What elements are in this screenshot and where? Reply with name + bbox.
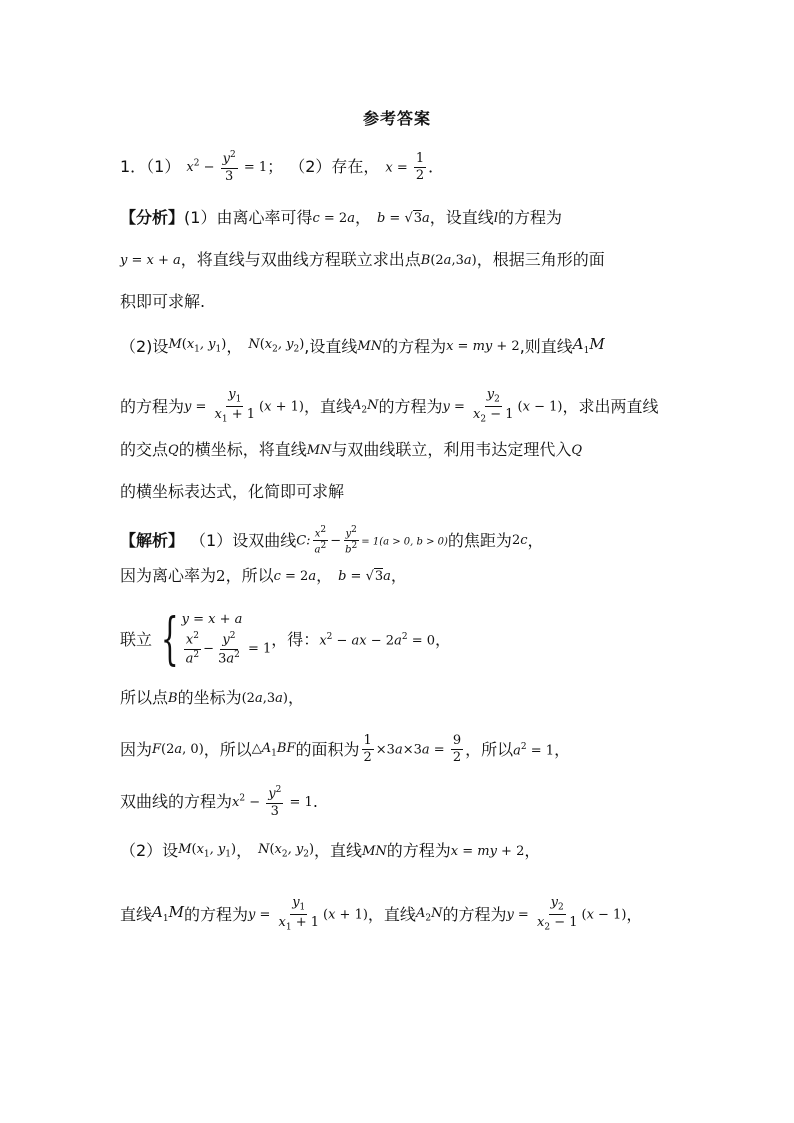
page-title: 参考答案 bbox=[362, 109, 431, 128]
solution-line-1: 【解析】 （1）设双曲线 C: $\frac{x^2}{a^2}$ − $\frac{y^2}{b^2}$ = 1(a > 0, b > 0) 的焦距为 2c ， bbox=[120, 525, 544, 556]
math-x-value: x = $\frac{1}{2}$ bbox=[385, 150, 425, 183]
analysis-line-1: 【分析】 (1）由离心率可得 c = 2a ， b = √3a ，设直线 l 的方程为 bbox=[120, 208, 562, 227]
analysis-line-4: （2)设 $M(x_1$, $y_1$) ， $N(x_2$, $y_2$) ,设直线 MN 的方程为 x = my + 2 ,则直线 $A_1M$ bbox=[120, 335, 605, 356]
analysis-line-3: 积即可求解. bbox=[120, 292, 206, 311]
solution-line-4: 所以点 B 的坐标为 (2a,3a) ， bbox=[120, 688, 304, 707]
analysis-line-2: y = x + a ，将直线与双曲线方程联立求出点 B(2a,3a) ，根据三角形的面 bbox=[120, 250, 605, 269]
solution-line-5: 因为 F(2a, 0) ，所以 $\triangle A_1BF$ 的面积为 $\frac{1}{2}$ ×3a×3a = $\frac{9}{2}$ ，所以 $a^2 = 1$ ， bbox=[120, 733, 571, 766]
equation-system: { y = x + a $\frac{x^2}{a^2}$ − $\frac{y^2}{3a^2}$ = 1 bbox=[160, 607, 272, 672]
solution-line-7: （2）设 $M(x_1$, $y_1$) ， $N(x_2$, $y_2$) ，直线 MN 的方程为 x = my + 2 ， bbox=[120, 841, 541, 861]
solution-line-2: 因为离心率为 2 ，所以 c = 2a ， b = √3a ， bbox=[120, 566, 407, 585]
analysis-line-5: 的方程为 y = $\frac{y_1}{x_1 + 1}$ (x + 1) ，直线 $A_2N$ 的方程为 y = $\frac{y_2}{x_2 - 1}$ (x − 1) ，求出两直线 bbox=[120, 387, 659, 426]
answer-line-1: 1．（1） $x^2$ − $\frac{y^2}{3}$ = 1 ； （2）存在， x = $\frac{1}{2}$ ． bbox=[120, 150, 445, 184]
solution-line-6: 双曲线的方程为 $x^2$ − $\frac{y^2}{3}$ = 1 . bbox=[120, 785, 318, 819]
analysis-line-7: 的横坐标表达式，化简即可求解 bbox=[120, 482, 345, 501]
math-hyperbola-eq: $x^2$ − $\frac{y^2}{3}$ = 1 bbox=[186, 150, 268, 184]
analysis-line-6: 的交点 Q 的横坐标，将直线 MN 与双曲线联立，利用韦达定理代入 Q bbox=[120, 440, 583, 459]
solution-line-8: 直线 $A_1M$ 的方程为 y = $\frac{y_1}{x_1 + 1}$ (x + 1) ，直线 $A_2N$ 的方程为 y = $\frac{y_2}{x_2 - 1}$ (x − 1) ， bbox=[120, 895, 643, 934]
solution-line-3: 联立 { y = x + a $\frac{x^2}{a^2}$ − $\frac{y^2}{3a^2}$ = 1 ，得： $x^2$ − ax − $2a^2 = 0$ ， bbox=[120, 607, 452, 672]
